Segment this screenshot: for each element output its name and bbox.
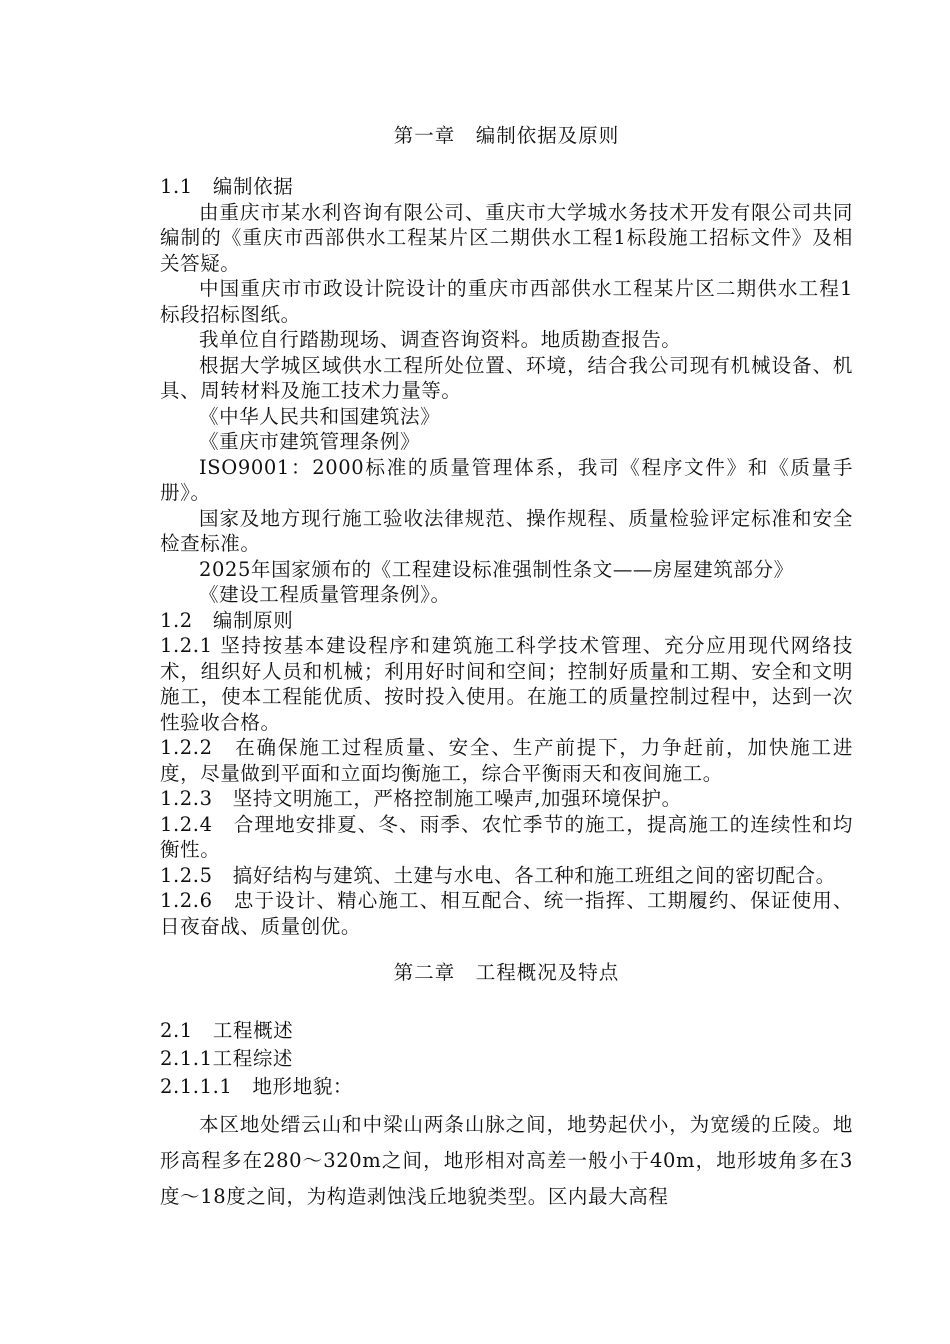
section-2-1-heading: 2.1 工程概述 bbox=[160, 1019, 294, 1042]
section-2-1 bbox=[160, 1017, 853, 1101]
basis-paragraph: 2025年国家颁布的《工程建设标准强制性条文——房屋建筑部分》 bbox=[199, 557, 794, 581]
basis-paragraph: 我单位自行踏勘现场、调查咨询资料。地质勘查报告。 bbox=[199, 328, 682, 351]
basis-paragraph: 中国重庆市市政设计院设计的重庆市西部供水工程某片区二期供水工程1标段招标图纸。 bbox=[160, 277, 853, 326]
basis-paragraph: ISO9001：2000标准的质量管理体系，我司《程序文件》和《质量手册》。 bbox=[160, 455, 853, 504]
principle-item: 1.2.1 坚持按基本建设程序和建筑施工科学技术管理、充分应用现代网络技术，组织好人员和机械；利用好时间和空间；控制好质量和工期、安全和文明施工，使本工程能优质、按时投入使用。在施工的质量控制过程中，达到一次性验收合格。 bbox=[160, 634, 853, 734]
chapter-1-title: 第一章 编制依据及原则 bbox=[393, 124, 620, 147]
basis-paragraph: 《中华人民共和国建筑法》 bbox=[199, 404, 441, 428]
basis-paragraph: 由重庆市某水利咨询有限公司、重庆市大学城水务技术开发有限公司共同编制的《重庆市西部供水工程某片区二期供水工程1标段施工招标文件》及相关答疑。 bbox=[160, 200, 853, 275]
section-1-2-heading: 1.2 编制原则 bbox=[160, 608, 294, 632]
principle-item: 1.2.4 合理地安排夏、冬、雨季、农忙季节的施工，提高施工的连续性和均衡性。 bbox=[160, 812, 853, 861]
principle-item: 1.2.6 忠于设计、精心施工、相互配合、统一指挥、工期履约、保证使用、日夜奋战、质量创优。 bbox=[160, 889, 853, 938]
principle-item: 1.2.3 坚持文明施工，严格控制施工噪声,加强环境保护。 bbox=[160, 787, 682, 810]
section-2-1-1-1-heading: 2.1.1.1 地形地貌： bbox=[160, 1075, 354, 1098]
basis-paragraph: 根据大学城区域供水工程所处位置、环境，结合我公司现有机械设备、机具、周转材料及施工技术力量等。 bbox=[160, 353, 853, 402]
principle-item: 1.2.5 搞好结构与建筑、土建与水电、各工种和施工班组之间的密切配合。 bbox=[160, 863, 836, 887]
terrain-paragraph: 本区地处缙云山和中梁山两条山脉之间，地势起伏小，为宽缓的丘陵。地形高程多在280～320m之间，地形相对高差一般小于40m，地形坡角多在3度～18度之间，为构造剥蚀浅丘地貌类型。区内最大高程 bbox=[160, 1113, 853, 1208]
principle-item: 1.2.2 在确保施工过程质量、安全、生产前提下，力争赶前，加快施工进度，尽量做到平面和立面均衡施工，综合平衡雨天和夜间施工。 bbox=[160, 736, 853, 785]
basis-paragraph: 《重庆市建筑管理条例》 bbox=[199, 430, 421, 453]
basis-paragraph: 国家及地方现行施工验收法律规范、操作规程、质量检验评定标准和安全检查标准。 bbox=[160, 506, 853, 555]
section-2-1-1-heading: 2.1.1工程综述 bbox=[160, 1047, 294, 1070]
chapter-2-title: 第二章 工程概况及特点 bbox=[393, 961, 620, 984]
document-body bbox=[160, 118, 853, 1215]
section-1-1-heading: 1.1 编制依据 bbox=[160, 175, 294, 198]
basis-paragraph: 《建设工程质量管理条例》。 bbox=[199, 583, 451, 606]
